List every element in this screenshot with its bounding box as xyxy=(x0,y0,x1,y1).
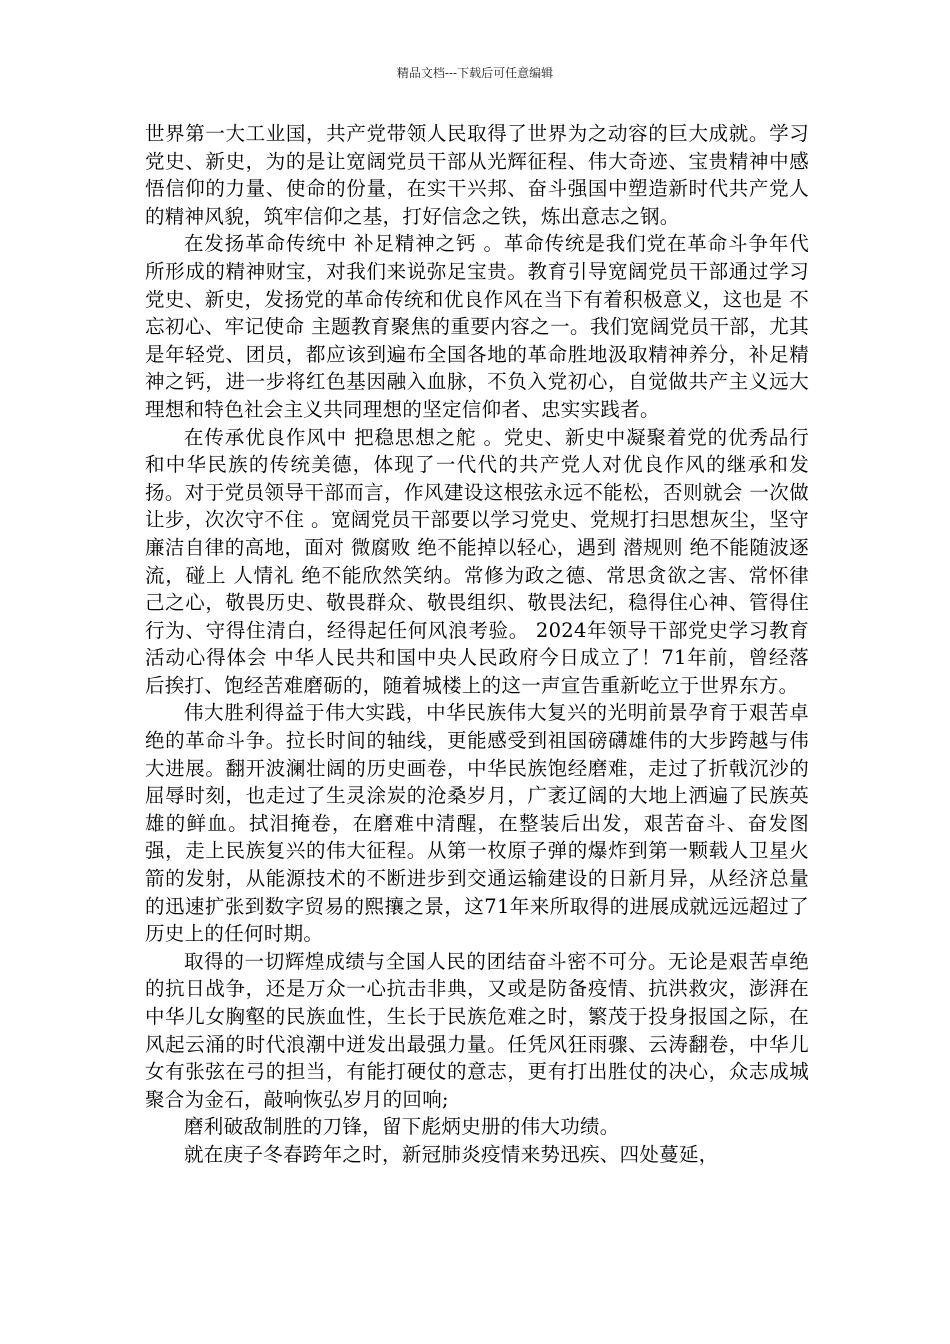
paragraph-2: 在发扬革命传统中 补足精神之钙 。革命传统是我们党在革命斗争年代所形成的精神财宝，对我们来说弥足宝贵。教育引导宽阔党员干部通过学习党史、新史，发扬党的革命传统和优良作风在当下有着积极意义，这也是 不忘初心、牢记使命 主题教育聚焦的重要内容之一。我们宽阔党员干部，尤其是年轻党、团员，都应该到遍布全国各地的革命胜地汲取精神养分，补足精神之钙，进一步将红色基因融入血脉，不负入党初心，自觉做共产主义远大理想和特色社会主义共同理想的坚定信仰者、忠实实践者。 xyxy=(145,232,809,421)
paragraph-3: 在传承优良作风中 把稳思想之舵 。党史、新史中凝聚着党的优秀品行和中华民族的传统美德，体现了一代代的共产党人对优良作风的继承和发扬。对于党员领导干部而言，作风建设这根弦永远不能松，否则就会 一次做让步，次次守不住 。宽阔党员干部要以学习党史、党规打扫思想灰尘，坚守廉洁自律的高地，面对 微腐败 绝不能掉以轻心，遇到 潜规则 绝不能随波逐流，碰上 人情礼 绝不能欣然笑纳。常修为政之德、常思贪欲之害、常怀律己之心，敬畏历史、敬畏群众、敬畏组织、敬畏法纪，稳得住心神、管得住行为、守得住清白，经得起任何风浪考验。 2024年领导干部党史学习教育活动心得体会 中华人民共和国中央人民政府今日成立了！71年前，曾经落后挨打、饱经苦难磨砺的，随着城楼上的这一声宣告重新屹立于世界东方。 xyxy=(145,425,809,697)
paragraph-7: 就在庚子冬春跨年之时，新冠肺炎疫情来势迅疾、四处蔓延， xyxy=(184,1142,719,1166)
paragraph-1: 世界第一大工业国，共产党带领人民取得了世界为之动容的巨大成就。学习党史、新史，为的是让宽阔党员干部从光辉征程、伟大奇迹、宝贵精神中感悟信仰的力量、使命的份量，在实干兴邦、奋斗强国中塑造新时代共产党人的精神风貌，筑牢信仰之基，打好信念之铁，炼出意志之钢。 xyxy=(145,122,809,228)
page-header: 精品文档---下载后可任意编辑 xyxy=(396,66,554,80)
paragraph-5: 取得的一切辉煌成绩与全国人民的团结奋斗密不可分。无论是艰苦卓绝的抗日战争，还是万众一心抗击非典，又或是防备疫情、抗洪救灾，澎湃在中华儿女胸壑的民族血性，生长于民族危难之时，繁茂于投身报国之际，在风起云涌的时代浪潮中迸发出最强力量。任凭风狂雨骤、云涛翻卷，中华儿女有张弦在弓的担当，有能打硬仗的意志，更有打出胜仗的决心，众志成城聚合为金石，敲响恢弘岁月的回响; xyxy=(145,949,809,1111)
paragraph-6: 磨利破敌制胜的刀锋，留下彪炳史册的伟大功绩。 xyxy=(184,1115,620,1139)
document-body xyxy=(145,120,809,1169)
paragraph-4: 伟大胜利得益于伟大实践，中华民族伟大复兴的光明前景孕育于艰苦卓绝的革命斗争。拉长时间的轴线，更能感受到祖国磅礴雄伟的大步跨越与伟大进展。翻开波澜壮阔的历史画卷，中华民族饱经磨难，走过了折戟沉沙的屈辱时刻，也走过了生灵涂炭的沧桑岁月，广袤辽阔的大地上洒遍了民族英雄的鲜血。拭泪掩卷，在磨难中清醒，在整装后出发，艰苦奋斗、奋发图强，走上民族复兴的伟大征程。从第一枚原子弹的爆炸到第一颗载人卫星火箭的发射，从能源技术的不断进步到交通运输建设的日新月异，从经济总量的迅速扩张到数字贸易的熙攘之景，这71年来所取得的进展成就远远超过了历史上的任何时期。 xyxy=(145,701,809,946)
